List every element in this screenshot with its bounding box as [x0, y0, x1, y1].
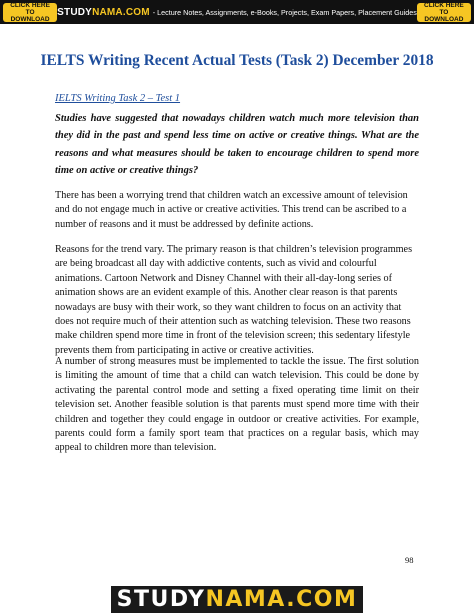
- banner-tagline: - Lecture Notes, Assignments, e-Books, Projects, Exam Papers, Placement Guides: [152, 7, 417, 17]
- download-button-right-line1: CLICK HERE TO: [424, 1, 464, 16]
- download-button-left-line2: DOWNLOAD: [10, 15, 50, 23]
- footer-brand-logo[interactable]: [0, 586, 474, 613]
- essay-paragraph-measures: A number of strong measures must be implemented to tackle the issue. The first solution is limiting the amount of time that a child can watch television. This could be done by activating the parental control mode and setting a fixed operating time limit on their television set. Another feasible solution is that parents must spend more time with their children and together they could engage in outdoor or creative activities. For example, parents could form a family sport team that practices on a regular basis, which may appeal to children more than television.: [55, 356, 419, 454]
- download-button-left-line1: CLICK HERE TO: [10, 1, 50, 16]
- essay-paragraph-intro: There has been a worrying trend that children watch an excessive amount of television and do not engage much in active or creative activities. This trend can be ascribed to a number of reasons and it must be addressed by definite actions.: [55, 190, 408, 230]
- banner-brand-logo[interactable]: [57, 7, 150, 18]
- page-title: IELTS Writing Recent Actual Tests (Task 2) December 2018: [40, 52, 434, 69]
- top-banner: [0, 0, 474, 24]
- footer-logo-box: [111, 586, 364, 613]
- banner-brand-part1: STUDY: [57, 6, 93, 18]
- banner-brand-part2: NAMA.COM: [92, 6, 150, 18]
- test-subheading-link[interactable]: IELTS Writing Task 2 – Test 1: [55, 93, 181, 104]
- essay-prompt: Studies have suggested that nowadays children watch much more television than they did in the past and spend less time on active or creative things. What are the reasons and what measures should be taken to encourage children to spend more time on active or creative things?: [55, 113, 419, 176]
- download-button-right-line2: DOWNLOAD: [424, 15, 464, 23]
- footer-brand-part1: STUDY: [116, 587, 206, 612]
- banner-tagline-area: [57, 7, 417, 18]
- page-number: 98: [405, 555, 414, 565]
- download-button-left[interactable]: [3, 3, 57, 22]
- essay-paragraph-reasons: Reasons for the trend vary. The primary reason is that children’s television programmes are being broadcast all day with addictive contents, such as vivid and colourful animations. Cartoon Network and Disney Channel with their all-day-long series of animation shows are an evident example of this. Another clear reason is that parents nowadays are busy with their work, so they want children to focus on an activity that does not require much of their attention such as watching television. These two reasons make children spend more time in front of the television screen; this sedentary lifestyle prevents them from participating in active or creative activities.: [55, 244, 413, 356]
- download-button-right[interactable]: [417, 3, 471, 22]
- footer-brand-part2: NAMA.COM: [205, 587, 358, 612]
